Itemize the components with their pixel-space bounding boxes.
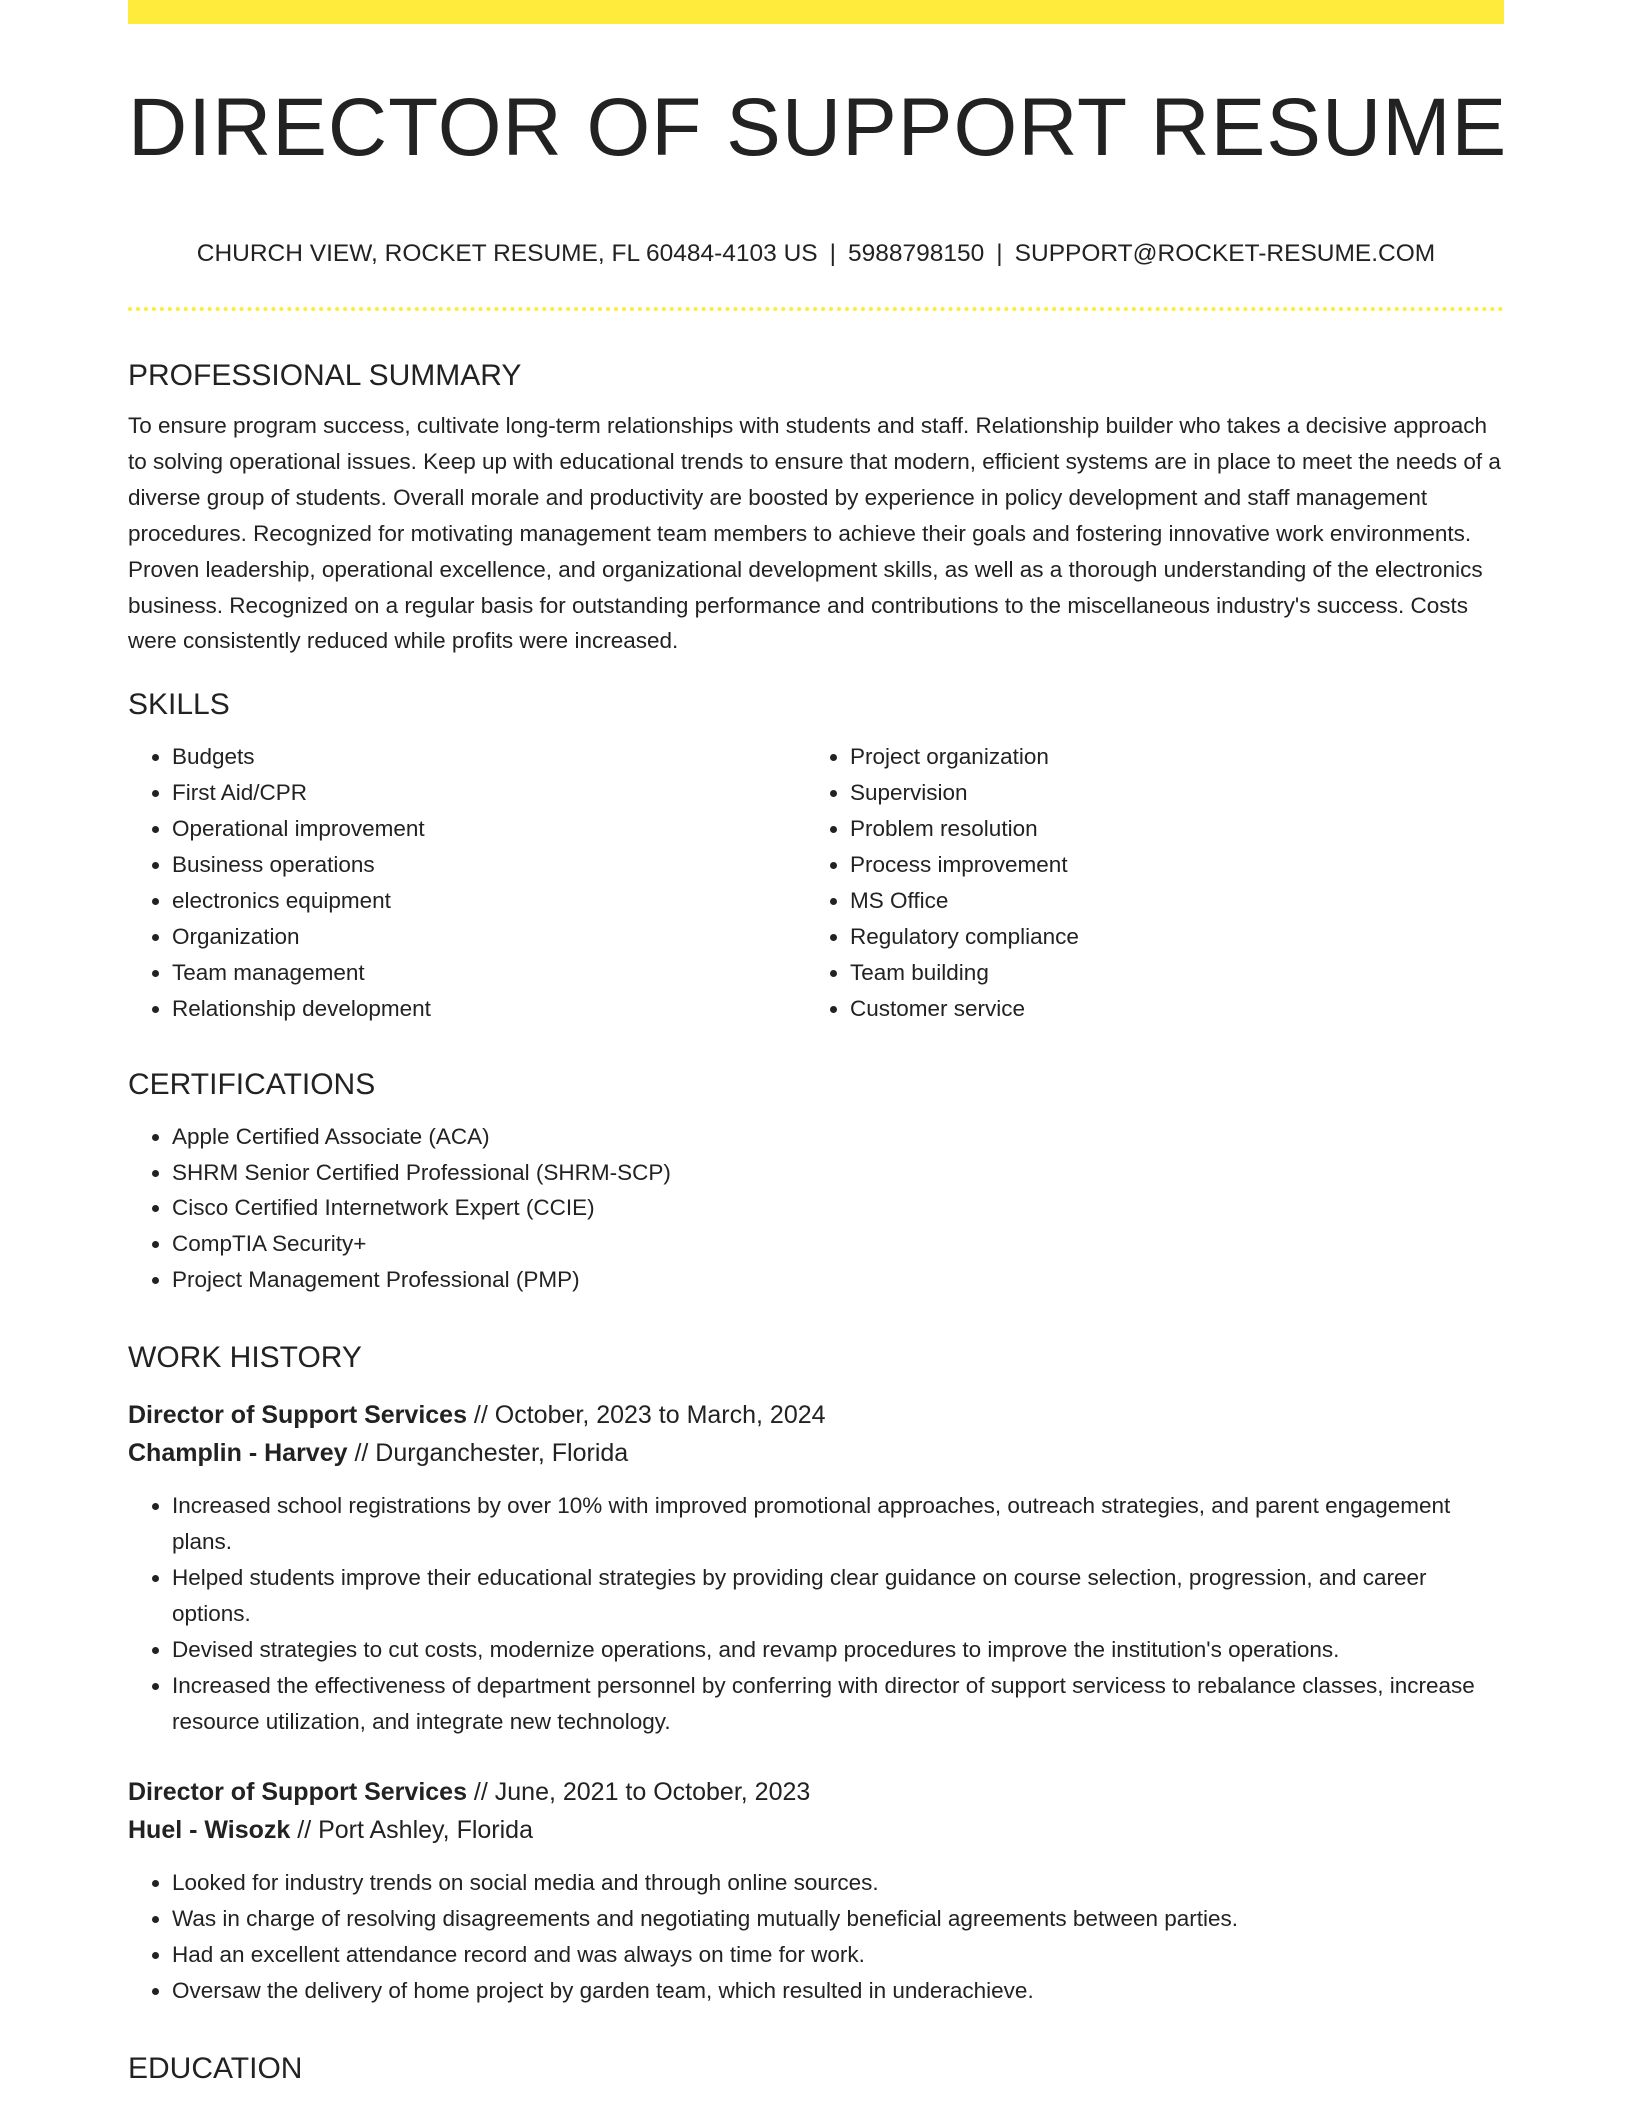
resume-content	[128, 350, 1504, 2095]
job-bullet: • Helped students improve their educational strategies by providing clear guidance on course selection, progression, and career options.	[172, 1560, 1504, 1632]
job-title-line	[128, 1773, 1504, 1811]
section-heading-skills: SKILLS	[128, 688, 230, 722]
skill-item: • Team management	[172, 955, 806, 991]
contact-phone[interactable]: 5988798150	[848, 240, 985, 267]
job-dates: // June, 2021 to October, 2023	[466, 1778, 811, 1807]
contact-line	[128, 236, 1504, 272]
summary-text: To ensure program success, cultivate long-term relationships with students and staff. Relationship builder who takes a decisive approach to solving operational issues. Keep up with educational trends to ensure that modern, efficient systems are in place to meet the needs of a diverse group of students. Overall morale and productivity are boosted by experience in policy development and staff management procedures. Recognized for motivating management team members to achieve their goals and fostering innovative work environments. Proven leadership, operational excellence, and organizational development skills, as well as a thorough understanding of the electronics business. Recognized on a regular basis for outstanding performance and contributions to the miscellaneous industry's success. Costs were consistently reduced while profits were increased.	[128, 413, 1501, 654]
job-bullet: • Increased the effectiveness of department personnel by conferring with director of support servicess to rebalance classes, increase resource utilization, and integrate new technology.	[172, 1668, 1504, 1740]
job-title: Director of Support Services	[128, 1401, 467, 1430]
skills-section	[128, 679, 1504, 1026]
contact-address: CHURCH VIEW, ROCKET RESUME, FL 60484-4103 US	[196, 240, 818, 267]
job-title-line	[128, 1396, 1504, 1434]
section-heading-certifications: CERTIFICATIONS	[128, 1067, 376, 1101]
skill-item: • Relationship development	[172, 991, 806, 1027]
job-company-line	[128, 1811, 1504, 1849]
skill-item: • Operational improvement	[172, 811, 806, 847]
job-bullet: • Oversaw the delivery of home project by garden team, which resulted in underachieve.	[172, 1973, 1504, 2009]
skill-item: • Organization	[172, 919, 806, 955]
certification-item: • Cisco Certified Internetwork Expert (CCIE)	[172, 1190, 1504, 1226]
skill-item: • Budgets	[172, 739, 806, 775]
job-company: Champlin - Harvey	[128, 1439, 348, 1468]
job-company: Huel - Wisozk	[128, 1816, 291, 1845]
skill-item: • Supervision	[850, 775, 1484, 811]
work-history-section	[128, 1332, 1504, 2009]
section-heading-education: EDUCATION	[128, 2052, 303, 2086]
dotted-divider	[128, 307, 1504, 311]
job-bullet: • Was in charge of resolving disagreements and negotiating mutually beneficial agreements between parties.	[172, 1901, 1504, 1937]
skill-item: • Regulatory compliance	[850, 919, 1484, 955]
skill-item: • MS Office	[850, 883, 1484, 919]
skill-item: • First Aid/CPR	[172, 775, 806, 811]
job-entry	[128, 1773, 1504, 2009]
job-entry	[128, 1396, 1504, 1739]
summary-section	[128, 350, 1504, 659]
contact-email[interactable]: SUPPORT@ROCKET-RESUME.COM	[1014, 240, 1436, 267]
job-location: // Port Ashley, Florida	[290, 1816, 533, 1845]
certification-item: • Project Management Professional (PMP)	[172, 1262, 1504, 1298]
job-title: Director of Support Services	[128, 1778, 467, 1807]
job-location: // Durganchester, Florida	[347, 1439, 629, 1468]
skill-item: • Business operations	[172, 847, 806, 883]
skills-list-right	[806, 739, 1484, 1026]
skill-item: • Team building	[850, 955, 1484, 991]
certifications-list	[128, 1119, 1504, 1299]
certifications-section	[128, 1059, 1504, 1299]
skill-item: • Problem resolution	[850, 811, 1484, 847]
education-section	[128, 2043, 1504, 2095]
skill-item: • Customer service	[850, 991, 1484, 1027]
skill-item: • Process improvement	[850, 847, 1484, 883]
contact-separator: |	[996, 240, 1003, 267]
job-bullets	[128, 1865, 1504, 2009]
section-heading-summary: PROFESSIONAL SUMMARY	[128, 359, 522, 392]
job-bullet: • Devised strategies to cut costs, modernize operations, and revamp procedures to improve the institution's operations.	[172, 1632, 1504, 1668]
top-accent-bar	[128, 0, 1504, 24]
job-bullet: • Increased school registrations by over 10% with improved promotional approaches, outreach strategies, and parent engagement plans.	[172, 1488, 1504, 1560]
skills-columns	[128, 739, 1504, 1026]
certification-item: • CompTIA Security+	[172, 1226, 1504, 1262]
skills-list-left	[128, 739, 806, 1026]
job-bullets	[128, 1488, 1504, 1739]
job-company-line	[128, 1434, 1504, 1472]
section-heading-work-history: WORK HISTORY	[128, 1341, 362, 1375]
skill-item: • Project organization	[850, 739, 1484, 775]
job-bullet: • Had an excellent attendance record and was always on time for work.	[172, 1937, 1504, 1973]
job-dates: // October, 2023 to March, 2024	[466, 1401, 826, 1430]
certification-item: • SHRM Senior Certified Professional (SHRM-SCP)	[172, 1155, 1504, 1191]
contact-separator: |	[829, 240, 837, 267]
job-bullet: • Looked for industry trends on social media and through online sources.	[172, 1865, 1504, 1901]
page-title: DIRECTOR OF SUPPORT RESUME	[128, 82, 1508, 173]
certification-item: • Apple Certified Associate (ACA)	[172, 1119, 1504, 1155]
skill-item: • electronics equipment	[172, 883, 806, 919]
